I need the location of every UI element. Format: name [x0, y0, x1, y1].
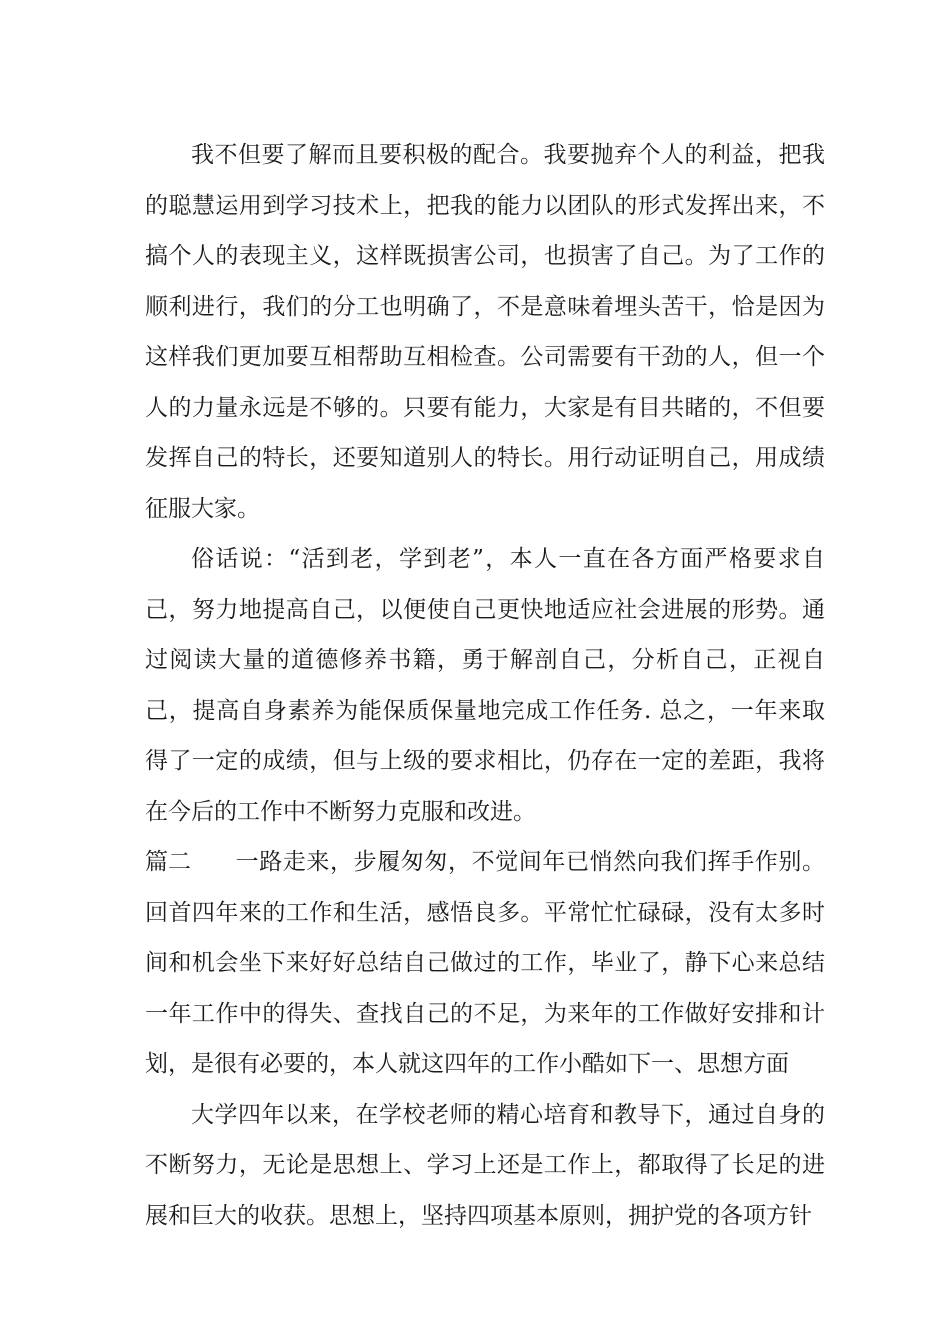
- paragraph-4: 大学四年以来，在学校老师的精心培育和教导下，通过自身的不断努力，无论是思想上、学习上还是工作上，都取得了长足的进展和巨大的收获。思想上，坚持四项基本原则，拥护党的各项方针: [145, 1101, 825, 1229]
- document-body: [145, 130, 825, 1241]
- paragraph-2: 俗话说：“活到老，学到老”，本人一直在各方面严格要求自己，努力地提高自己，以便使自己更快地适应社会进展的形势。通过阅读大量的道德修养书籍，勇于解剖自己，分析自己，正视自己，提高自身素养为能保质保量地完成工作任务. 总之，一年来取得了一定的成绩，但与上级的要求相比，仍存在一定的差距，我将在今后的工作中不断努力克服和改进。: [145, 546, 825, 825]
- paragraph-3: [145, 837, 825, 1090]
- paragraph-1: 我不但要了解而且要积极的配合。我要抛弃个人的利益，把我的聪慧运用到学习技术上，把我的能力以团队的形式发挥出来，不搞个人的表现主义，这样既损害公司，也损害了自己。为了工作的顺利进行，我们的分工也明确了，不是意味着埋头苦干，恰是因为这样我们更加要互相帮助互相检查。公司需要有干劲的人，但一个人的力量永远是不够的。只要有能力，大家是有目共睹的，不但要发挥自己的特长，还要知道别人的特长。用行动证明自己，用成绩征服大家。: [145, 142, 825, 522]
- paragraph-3-text: 一路走来，步履匆匆，不觉间年已悄然向我们挥手作别。回首四年来的工作和生活，感悟良多。平常忙忙碌碌，没有太多时间和机会坐下来好好总结自己做过的工作，毕业了，静下心来总结一年工作中的得失、查找自己的不足，为来年的工作做好安排和计划，是很有必要的，本人就这四年的工作小酷如下一、思想方面: [145, 849, 825, 1077]
- section-label: 篇二: [145, 849, 191, 875]
